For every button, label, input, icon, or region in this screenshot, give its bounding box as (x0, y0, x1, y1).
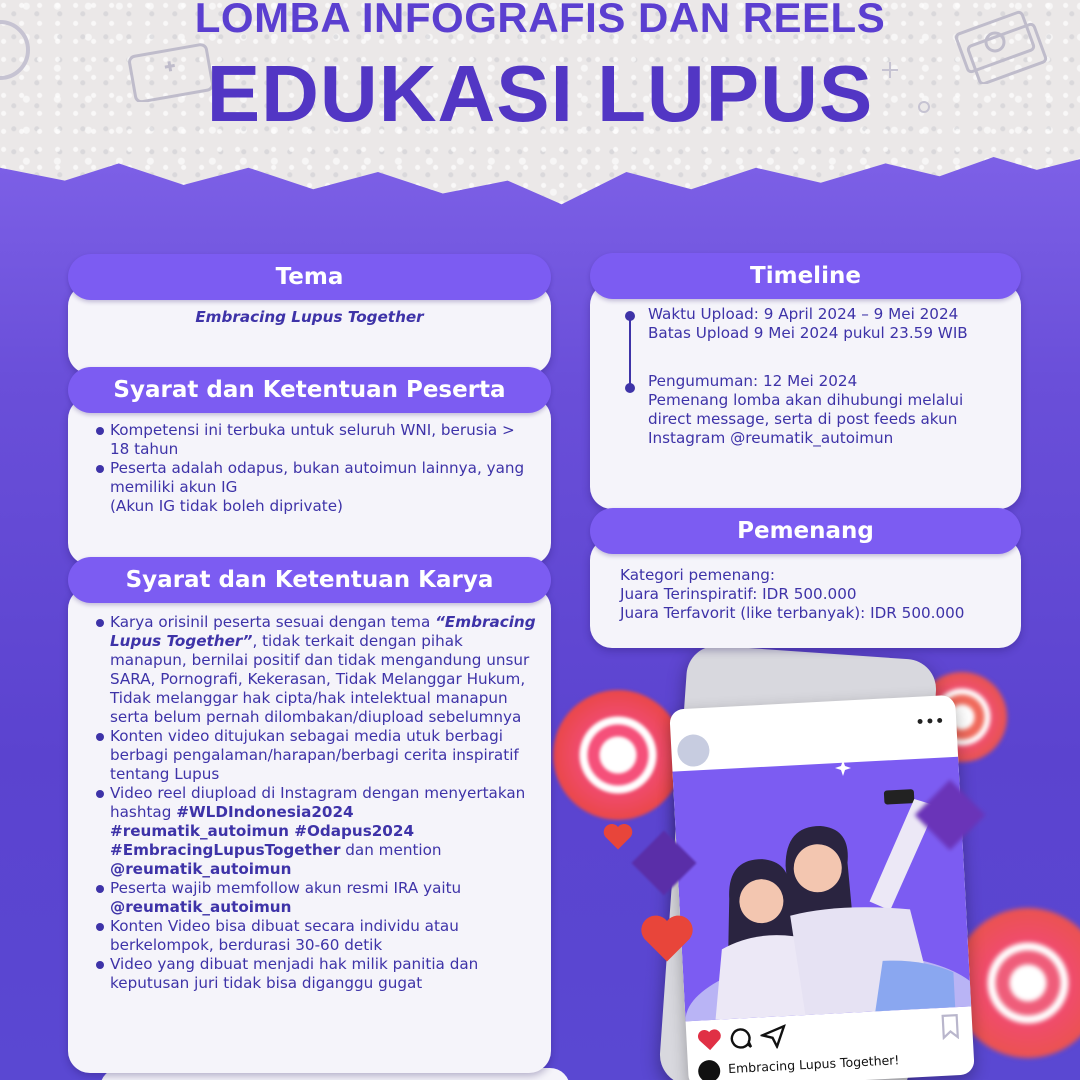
timeline-card (590, 253, 1021, 509)
list-item: Konten Video bisa dibuat secara individu atau berkelompok, berdurasi 30-60 detik (94, 917, 537, 955)
phone-illustration (545, 640, 1080, 1080)
pemenang-body (590, 538, 1021, 648)
mention: @reumatik_autoimun (110, 898, 292, 916)
bookmark-icon[interactable] (940, 1013, 961, 1040)
pemenang-line-2: Juara Terinspiratif: IDR 500.000 (620, 585, 857, 603)
hashtags: #WLDIndonesia2024 #reumatik_autoimun #Odapus2024 #EmbracingLupusTogether (110, 803, 415, 859)
list-item: Peserta wajib memfollow akun resmi IRA yaitu @reumatik_autoimun (94, 879, 537, 917)
title-top: LOMBA INFOGRAFIS DAN REELS (194, 0, 886, 41)
post-caption: Embracing Lupus Together! (727, 1052, 900, 1077)
syarat-peserta-heading: Syarat dan Ketentuan Peserta (68, 367, 551, 413)
timeline-dot (625, 383, 635, 393)
post-image (672, 757, 971, 1022)
tema-heading: Tema (68, 254, 551, 300)
syarat-peserta-card (68, 367, 551, 565)
list-item: Video yang dibuat menjadi hak milik panitia dan keputusan juri tidak bisa diganggu gugat (94, 955, 537, 993)
timeline-entry-2-line-2: Pemenang lomba akan dihubungi melalui direct message, serta di post feeds akun Instagram @reumatik_autoimun (648, 391, 964, 447)
send-icon[interactable] (760, 1024, 787, 1049)
timeline-line (629, 315, 631, 387)
timeline-dot (625, 311, 635, 321)
comment-icon[interactable] (728, 1026, 753, 1051)
syarat-peserta-body (68, 397, 551, 565)
title-main: EDUKASI LUPUS (206, 49, 874, 138)
syarat-karya-body (68, 587, 551, 1073)
phone-screen (669, 695, 974, 1080)
caption-avatar (698, 1060, 721, 1080)
list-item: Karya orisinil peserta sesuai dengan tema “Embracing Lupus Together”, tidak terkait dengan pihak manapun, bernilai positif dan tidak mengandung unsur SARA, Pornografi, Kekerasan, Tidak Melanggar Hukum, Tidak melanggar hak cipta/hak intelektual manapun serta belum pernah dilombakan/diupload sebelumnya (94, 613, 537, 727)
heart-icon (637, 912, 697, 966)
tema-card (68, 254, 551, 374)
sparkle-icon (835, 760, 851, 776)
timeline-entry-1-line-2: Batas Upload 9 Mei 2024 pukul 23.59 WIB (648, 324, 968, 342)
instagram-logo-orb (553, 690, 683, 820)
list-item: Peserta adalah odapus, bukan autoimun lainnya, yang memiliki akun IG (94, 459, 529, 497)
mention: @reumatik_autoimun (110, 860, 292, 878)
list-item: Konten video ditujukan sebagai media utuk berbagi berbagi pengalaman/harapan/berbagi cerita inspiratif tentang Lupus (94, 727, 537, 784)
pemenang-line-3: Juara Terfavorit (like terbanyak): IDR 500.000 (620, 604, 965, 622)
pemenang-card (590, 508, 1021, 648)
pemenang-line-1: Kategori pemenang: (620, 566, 775, 584)
timeline-heading: Timeline (590, 253, 1021, 299)
list-note: (Akun IG tidak boleh diprivate) (110, 497, 343, 515)
tema-value: Embracing Lupus Together (195, 308, 424, 326)
more-icon[interactable]: • • • (915, 713, 943, 731)
post-avatar (677, 734, 711, 768)
list-item: Video reel diupload di Instagram dengan menyertakan hashtag #WLDIndonesia2024 #reumatik_autoimun #Odapus2024 #EmbracingLupusTogether dan mention @reumatik_autoimun (94, 784, 537, 879)
pemenang-heading: Pemenang (590, 508, 1021, 554)
timeline-body (590, 283, 1021, 509)
syarat-karya-card (68, 557, 551, 1073)
syarat-karya-heading: Syarat dan Ketentuan Karya (68, 557, 551, 603)
heart-icon[interactable] (696, 1027, 723, 1052)
heart-icon (601, 822, 635, 852)
selfie-illustration (672, 757, 971, 1022)
list-item: Kompetensi ini terbuka untuk seluruh WNI, berusia > 18 tahun (94, 421, 529, 459)
timeline-entry-2-line-1: Pengumuman: 12 Mei 2024 (648, 372, 858, 390)
timeline-entry-1-line-1: Waktu Upload: 9 April 2024 – 9 Mei 2024 (648, 305, 959, 323)
